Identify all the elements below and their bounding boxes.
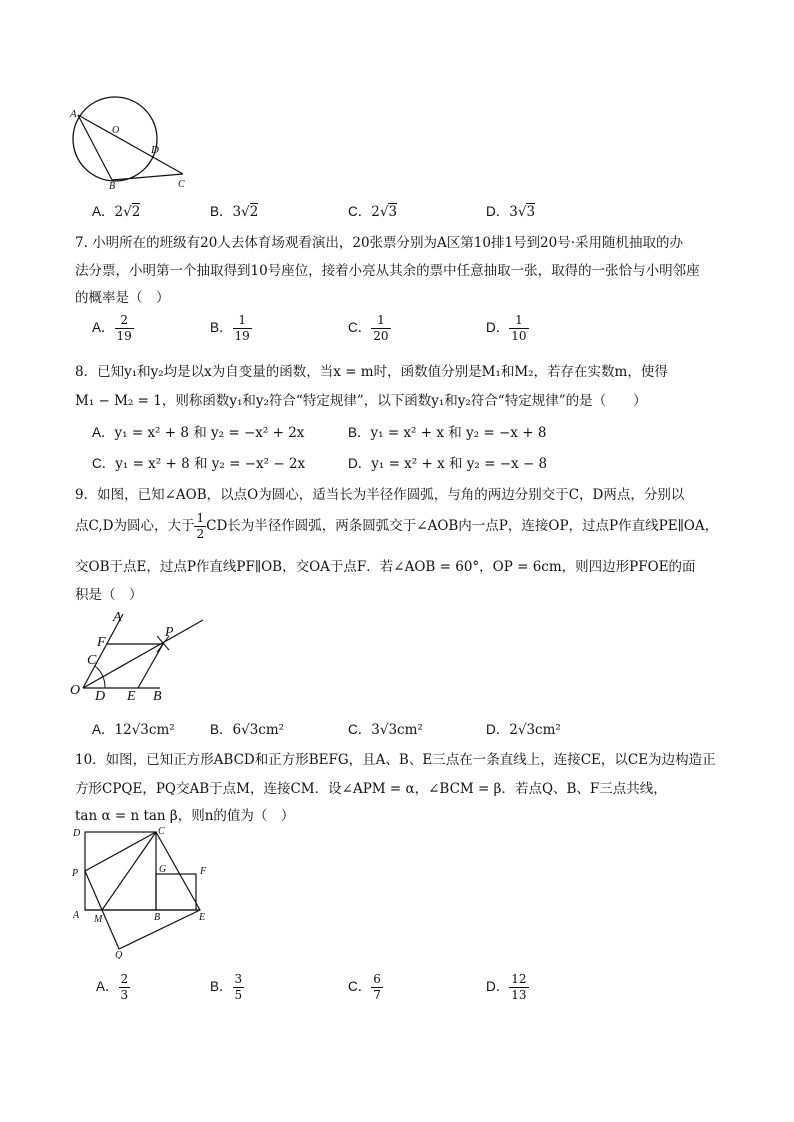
q9-angle-figure [65, 608, 210, 703]
q6-option-d[interactable]: D．3√3 [486, 204, 536, 220]
q6-label-c: C [178, 179, 185, 190]
q9-option-a[interactable]: A．12√3cm² [92, 722, 175, 738]
q6-label-b: B [109, 181, 116, 190]
q7-text-line-3: 的概率是（ ） [75, 290, 170, 306]
q10-label-c: C [158, 826, 165, 837]
q8-option-b[interactable]: B．y₁ = x² + x 和 y₂ = −x + 8 [348, 425, 547, 441]
q6-option-c[interactable]: C．2√3 [348, 204, 398, 220]
q9-label-e: E [127, 689, 136, 703]
q9-label-c: C [87, 653, 97, 668]
q9-arc-cd [95, 666, 105, 688]
q6-option-b[interactable]: B．3√2 [210, 204, 259, 220]
q9-option-b[interactable]: B．6√3cm² [210, 722, 285, 738]
q6-option-a[interactable]: A．2√2 [92, 204, 141, 220]
q10-square-figure [68, 824, 218, 959]
q10-label-d: D [73, 828, 81, 839]
q9-text-line-3: 交OB于点E，过点P作直线PF∥OB，交OA于点F．若∠AOB = 60°，OP = 6cm，则四边形PFOE的面 [75, 559, 696, 575]
q9-text-line-4: 积是（ ） [75, 587, 143, 603]
q10-square-cpqe [85, 832, 200, 949]
q10-label-m: M [94, 914, 103, 925]
q10-square-abcd [85, 832, 156, 910]
q10-option-c[interactable]: C． $\frac{6}{7}$ [348, 972, 381, 1002]
q9-label-p: P [165, 625, 174, 640]
q9-segment-pe [138, 644, 163, 688]
q10-option-d[interactable]: D． $\frac{12}{13}$ [486, 972, 527, 1002]
q9-label-a: A [113, 610, 122, 625]
q10-label-q: Q [115, 950, 123, 959]
q8-option-c[interactable]: C．y₁ = x² + 8 和 y₂ = −x² − 2x [92, 456, 306, 472]
q9-label-d: D [95, 689, 106, 703]
q7-option-b[interactable]: B． $\frac{1}{19}$ [210, 313, 250, 343]
q10-option-b[interactable]: B． $\frac{3}{5}$ [210, 972, 243, 1002]
q10-label-e: E [199, 912, 206, 923]
q6-circle-figure [66, 95, 196, 190]
q6-label-o: O [112, 125, 120, 136]
q10-segment-cm [102, 832, 156, 910]
q7-text-line-1: 7. 小明所在的班级有20人去体育场观看演出，20张票分别为A区第10排1号到20号·采用随机抽取的办 [75, 235, 684, 251]
q8-option-d[interactable]: D．y₁ = x² + x 和 y₂ = −x − 8 [348, 456, 548, 472]
q6-label-a: A [70, 108, 77, 120]
q8-text-line-2: M₁ − M₂ = 1，则称函数y₁和y₂符合“特定规律”，以下函数y₁和y₂符合“特定规律”的是（ ） [75, 393, 647, 409]
q6-label-d: D [151, 144, 159, 156]
q10-option-a[interactable]: A． $\frac{2}{3}$ [96, 972, 129, 1002]
q10-label-a: A [73, 910, 80, 921]
q7-option-c[interactable]: C． $\frac{1}{20}$ [348, 313, 389, 343]
q9-text-line-1: 9．如图，已知∠AOB，以点O为圆心，适当长为半径作圆弧，与角的两边分别交于C，D两点，分别以 [75, 487, 685, 503]
q7-option-d[interactable]: D． $\frac{1}{10}$ [486, 313, 527, 343]
q9-label-f: F [97, 635, 106, 650]
q9-label-o: O [70, 683, 81, 698]
q10-label-g: G [159, 864, 167, 875]
q8-option-a[interactable]: A．y₁ = x² + 8 和 y₂ = −x² + 2x [92, 425, 305, 441]
q9-half-fraction: $\frac{1}{2}$ [196, 511, 205, 541]
q9-option-d[interactable]: D．2√3cm² [486, 722, 561, 738]
q6-segment-bc [112, 174, 183, 180]
q10-label-b: B [154, 912, 161, 923]
q7-option-a[interactable]: A． $\frac{2}{19}$ [92, 313, 132, 343]
q10-label-f: F [200, 866, 207, 877]
q9-option-c[interactable]: C．3√3cm² [348, 722, 423, 738]
q10-text-line-2: 方形CPQE，PQ交AB于点M，连接CM．设∠APM = α，∠BCM = β．若点Q、B、F三点共线， [75, 781, 667, 797]
q6-circle [73, 97, 157, 181]
q9-text-line-2: 点C,D为圆心，大于 $\frac{1}{2}$ CD长为半径作圆弧，两条圆弧交于∠AOB内一点P，连接OP，过点P作直线PE∥OA， [75, 511, 719, 541]
q10-text-line-1: 10．如图，已知正方形ABCD和正方形BEFG，且A、B、E三点在一条直线上，连接CE，以CE为边构造正 [75, 752, 716, 768]
q8-text-line-1: 8．已知y₁和y₂均是以x为自变量的函数，当x = m时，函数值分别是M₁和M₂，若存在实数m，使得 [75, 364, 668, 380]
q7-text-line-2: 法分票，小明第一个抽取得到10号座位，接着小亮从其余的票中任意抽取一张，取得的一张恰与小明邻座 [75, 263, 700, 279]
q9-label-b: B [153, 689, 162, 703]
q10-label-p: P [72, 868, 79, 879]
q10-text-line-3: tan α = n tan β，则n的值为（ ） [75, 808, 295, 824]
